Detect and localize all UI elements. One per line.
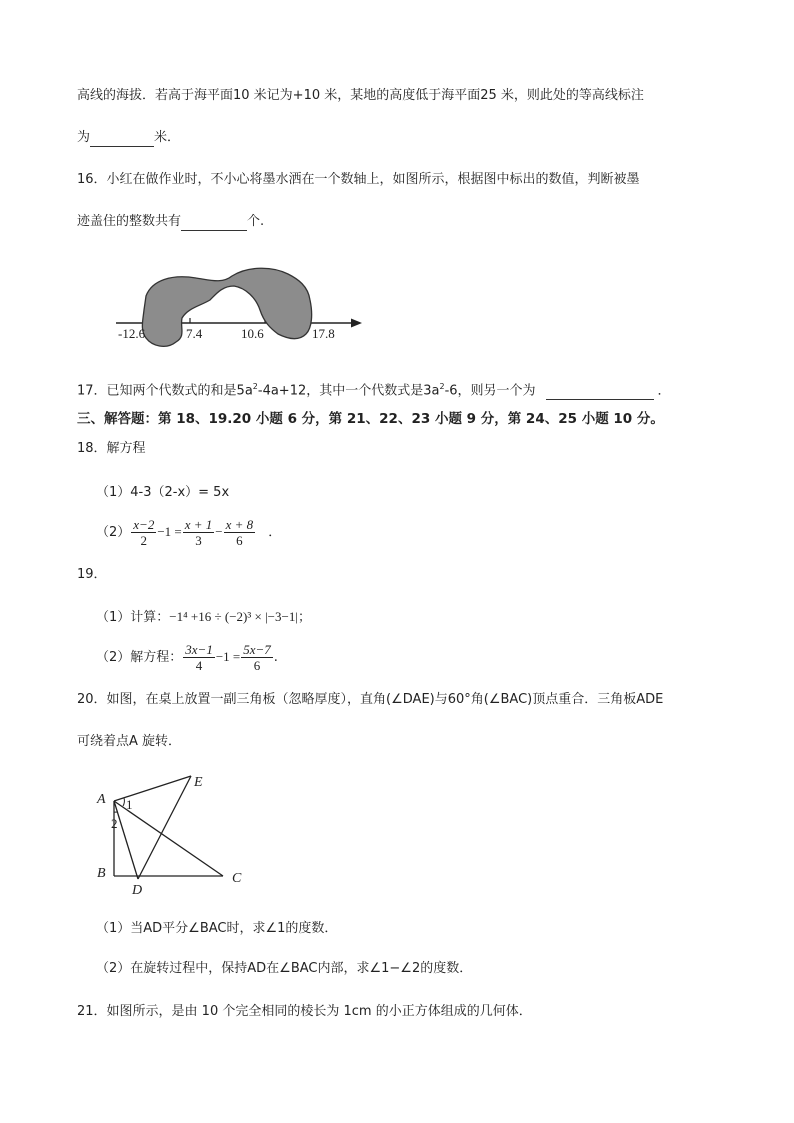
point-E-label: E: [194, 775, 203, 790]
q19-part2-end: .: [273, 650, 278, 665]
ink-blot: [142, 268, 311, 346]
section3-heading: 三、解答题：第 18、19.20 小题 6 分，第 21、22、23 小题 9 分，第 24、25 小题 10 分。: [77, 411, 664, 427]
q19-part2: [96, 640, 278, 675]
q16-line2-post: 个.: [247, 214, 265, 229]
q18-part2-mid: −1 =: [157, 524, 182, 539]
label-neg12-6: -12.6: [118, 326, 146, 341]
q18-fraction-2: $\frac{x + 1}{3}$: [184, 517, 213, 548]
q18-fraction-1: $\frac{x-2}{2}$: [133, 517, 155, 548]
q15-line2: [77, 129, 180, 147]
q18-part1: （1）4-3（2-x）= 5x: [96, 485, 230, 500]
point-D-label: D: [132, 883, 143, 898]
q17-mid2: -6，则另一个为: [444, 383, 536, 399]
q19-fraction-2: $\frac{5x-7}{6}$: [243, 642, 271, 673]
q15-line1: 高线的海拔．若高于海平面10 米记为+10 米，某地的高度低于海平面25 米，则此处的等高线标注: [77, 88, 644, 103]
q17-post: ．: [657, 383, 671, 399]
q16-line2-pre: 迹盖住的整数共有: [77, 214, 182, 229]
q20-part1: （1）当AD平分∠BAC时，求∠1的度数．: [96, 921, 338, 936]
angle-1-arc: [123, 798, 124, 806]
number-line-arrow: [351, 319, 362, 328]
q17-line: [77, 378, 671, 400]
q18-title: 18．解方程: [77, 441, 146, 456]
label-7-4: 7.4: [186, 326, 203, 341]
segment-AC: [114, 801, 223, 876]
q18-part2-minus: −: [215, 524, 223, 539]
q19-title: 19．: [77, 567, 107, 582]
label-10-6: 10.6: [241, 326, 264, 341]
point-A-label: A: [97, 792, 106, 807]
q18-part2-label: （2）: [96, 525, 131, 540]
q20-line1: 20．如图，在桌上放置一副三角板（忽略厚度），直角(∠DAE)与60°角(∠BAC)顶点重合．三角板ADE: [77, 692, 664, 707]
q18-fraction-3: $\frac{x + 8}{6}$: [225, 517, 254, 548]
segment-AD: [114, 801, 138, 879]
q19-part2-label: （2）解方程：: [96, 650, 183, 665]
q16-answer-blank: [181, 216, 247, 231]
q18-part2-end: ．: [268, 525, 282, 540]
angle-1-label: 1: [126, 797, 133, 812]
label-17-8: 17.8: [312, 326, 335, 341]
q15-answer-blank: [90, 132, 154, 147]
q19-part1-expression: −1⁴ +16 ÷ (−2)³ × |−3−1|；: [169, 609, 311, 624]
q18-part2: [96, 515, 281, 550]
q20-part2: （2）在旋转过程中，保持AD在∠BAC内部，求∠1−∠2的度数．: [96, 961, 473, 976]
q15-line2-pre: 为: [77, 130, 91, 145]
q20-triangle-figure: [92, 766, 257, 900]
point-B-label: B: [97, 866, 106, 881]
q15-line2-post: 米．: [154, 130, 181, 145]
q17-answer-blank: [546, 385, 654, 400]
q19-part1-label: （1）计算：: [96, 610, 170, 625]
q17-pre: 17．已知两个代数式的和是5a: [77, 383, 253, 399]
q19-part1: [96, 608, 311, 627]
q16-line1: 16．小红在做作业时，不小心将墨水洒在一个数轴上，如图所示，根据图中标出的数值，判断被墨: [77, 172, 640, 187]
q17-sup1: 2: [252, 382, 258, 391]
q20-line2: 可绕着点A 旋转．: [77, 734, 182, 749]
angle-2-label: 2: [111, 816, 118, 831]
segment-ED: [138, 776, 191, 879]
q17-mid1: -4a+12，其中一个代数式是3a: [257, 383, 440, 399]
q21-line1: 21．如图所示，是由 10 个完全相同的棱长为 1cm 的小正方体组成的几何体．: [77, 1004, 532, 1019]
point-C-label: C: [232, 871, 242, 886]
q19-fraction-1: $\frac{3x-1}{4}$: [185, 642, 213, 673]
q19-part2-mid: −1 =: [215, 649, 241, 664]
q16-line2: [77, 213, 264, 231]
q16-number-line-figure: [110, 262, 370, 348]
q17-sup2: 2: [439, 382, 445, 391]
